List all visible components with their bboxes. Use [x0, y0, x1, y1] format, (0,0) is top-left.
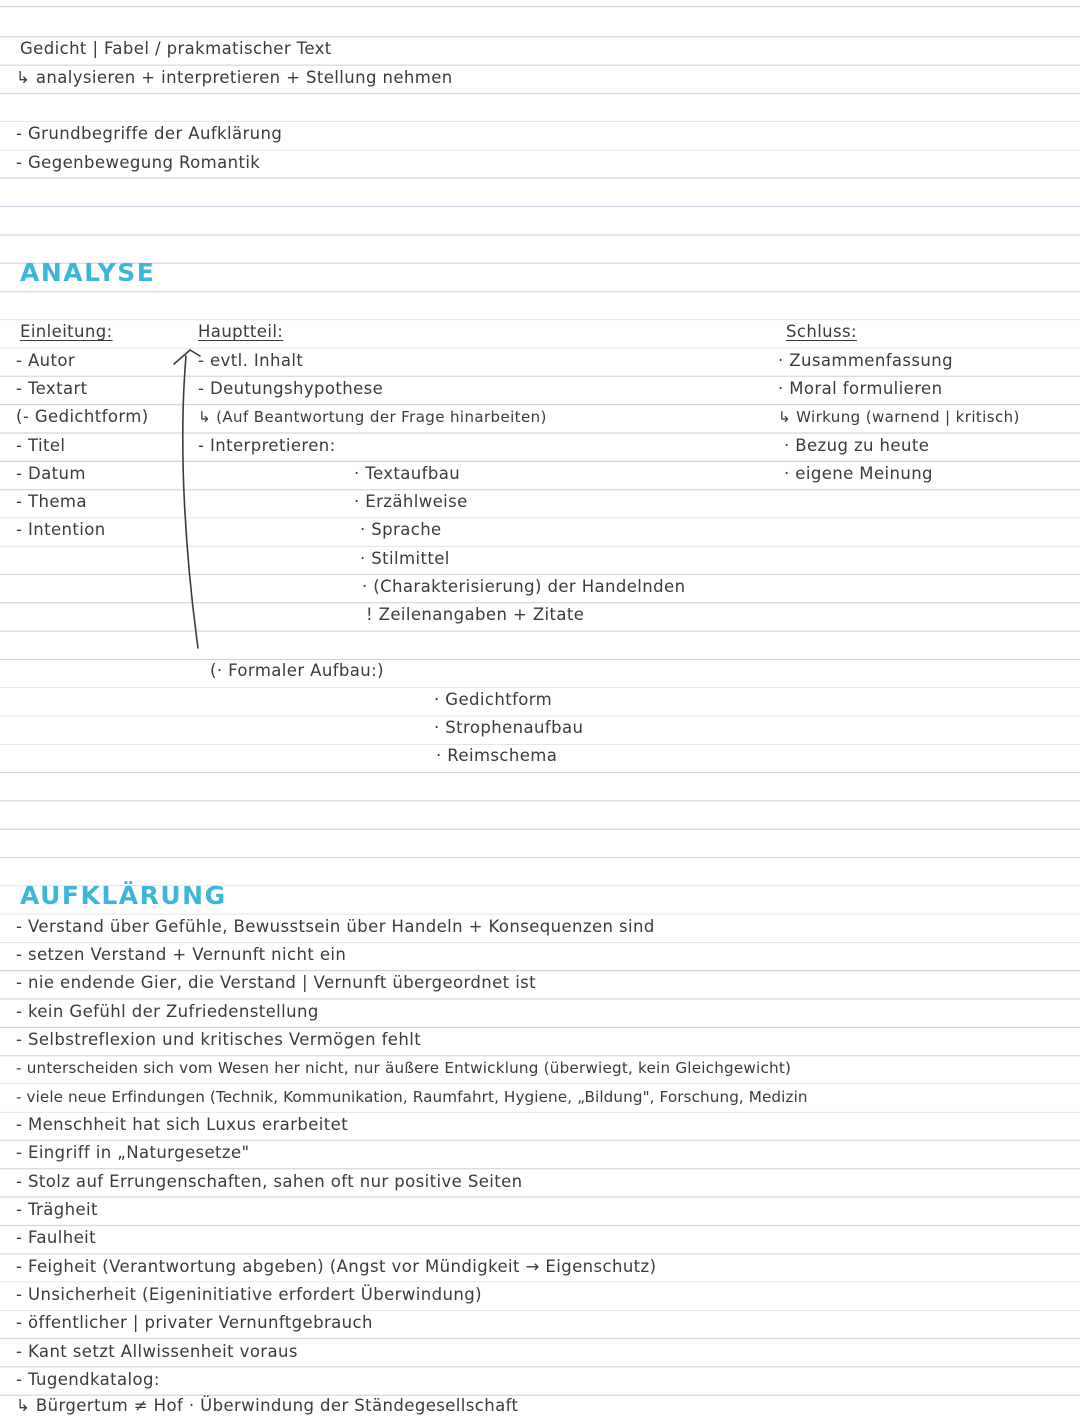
schluss-item: · Moral formulieren [778, 379, 943, 398]
aufklaerung-item: - nie endende Gier, die Verstand | Vernunft übergeordnet ist [16, 973, 537, 992]
aufklaerung-item: - viele neue Erfindungen (Technik, Kommunikation, Raumfahrt, Hygiene, „Bildung", Forschung, Medizin [16, 1088, 808, 1106]
analyse-heading: ANALYSE [20, 258, 156, 287]
aufklaerung-item: - Trägheit [16, 1200, 98, 1219]
einleitung-item: (- Gedichtform) [16, 407, 149, 426]
interpretation-item: · Sprache [360, 520, 442, 539]
formal-item: · Reimschema [436, 746, 558, 765]
einleitung-item: - Thema [16, 492, 87, 511]
aufklaerung-item: - Faulheit [16, 1228, 96, 1247]
einleitung-item: - Intention [16, 520, 106, 539]
aufklaerung-item: - kein Gefühl der Zufriedenstellung [16, 1002, 319, 1021]
schluss-item: · Bezug zu heute [784, 436, 930, 455]
schluss-item: · eigene Meinung [784, 464, 933, 483]
hauptteil-item: - Interpretieren: [198, 436, 336, 455]
interpretation-item: · (Charakterisierung) der Handelnden [362, 577, 686, 596]
aufklaerung-item: - Stolz auf Errungenschaften, sahen oft nur positive Seiten [16, 1172, 523, 1191]
einleitung-item: - Autor [16, 351, 76, 370]
aufklaerung-item: - setzen Verstand + Vernunft nicht ein [16, 945, 347, 964]
schluss-item: ↳ Wirkung (warnend | kritisch) [778, 408, 1020, 426]
aufklaerung-item: - Selbstreflexion und kritisches Vermögen fehlt [16, 1030, 422, 1049]
intro-line-2: ↳ analysieren + interpretieren + Stellung nehmen [16, 68, 453, 87]
aufklaerung-item: - öffentlicher | privater Vernunftgebrauch [16, 1313, 373, 1332]
hauptteil-item: - Deutungshypothese [198, 379, 384, 398]
formal-item: · Gedichtform [434, 690, 553, 709]
aufklaerung-item: - Eingriff in „Naturgesetze" [16, 1143, 250, 1162]
schluss-item: · Zusammenfassung [778, 351, 954, 370]
aufklaerung-item: - unterscheiden sich vom Wesen her nicht, nur äußere Entwicklung (überwiegt, kein Gleichgewicht) [16, 1059, 792, 1077]
formal-item: · Strophenaufbau [434, 718, 584, 737]
aufklaerung-item: ↳ Bürgertum ≠ Hof · Überwindung der Ständegesellschaft [16, 1396, 519, 1415]
einleitung-title: Einleitung: [20, 322, 113, 341]
einleitung-item: - Datum [16, 464, 86, 483]
hauptteil-item: ↳ (Auf Beantwortung der Frage hinarbeiten) [198, 408, 547, 426]
interpretation-item: · Textaufbau [354, 464, 461, 483]
hauptteil-title: Hauptteil: [198, 322, 284, 341]
aufklaerung-item: - Verstand über Gefühle, Bewusstsein über Handeln + Konsequenzen sind [16, 917, 655, 936]
einleitung-item: - Titel [16, 436, 66, 455]
intro-line-3: - Grundbegriffe der Aufklärung [16, 124, 283, 143]
schluss-title: Schluss: [786, 322, 857, 341]
formaler-aufbau-label: (· Formaler Aufbau:) [210, 661, 384, 680]
intro-line-4: - Gegenbewegung Romantik [16, 153, 261, 172]
aufklaerung-item: - Unsicherheit (Eigeninitiative erfordert Überwindung) [16, 1285, 482, 1304]
hauptteil-item: - evtl. Inhalt [198, 351, 304, 370]
interpretation-item: · Erzählweise [354, 492, 468, 511]
aufklaerung-item: - Tugendkatalog: [16, 1370, 160, 1389]
aufklaerung-item: - Kant setzt Allwissenheit voraus [16, 1342, 298, 1361]
aufklaerung-item: - Feigheit (Verantwortung abgeben) (Angst vor Mündigkeit → Eigenschutz) [16, 1257, 657, 1276]
interpretation-item: · Stilmittel [360, 549, 450, 568]
interpretation-item: ! Zeilenangaben + Zitate [366, 605, 585, 624]
einleitung-item: - Textart [16, 379, 88, 398]
aufklaerung-item: - Menschheit hat sich Luxus erarbeitet [16, 1115, 349, 1134]
intro-line-1: Gedicht | Fabel / prakmatischer Text [20, 39, 332, 58]
aufklaerung-heading: AUFKLÄRUNG [20, 881, 227, 910]
